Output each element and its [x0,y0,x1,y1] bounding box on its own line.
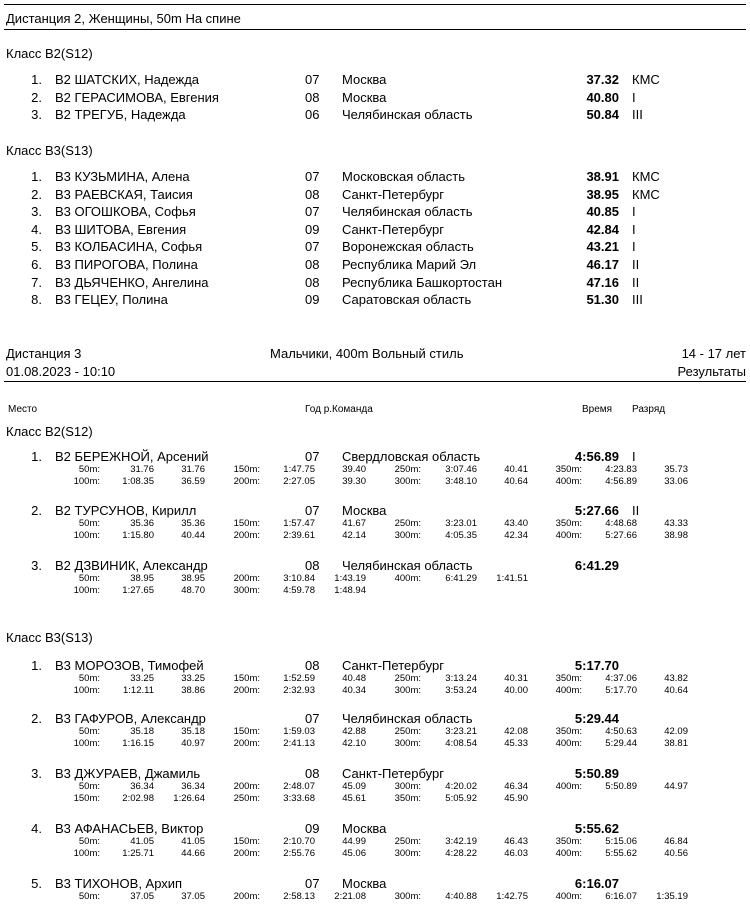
result-place: 6. [31,257,42,272]
split-time: 4:37.06 [605,673,637,684]
team-name: Санкт-Петербург [342,658,444,673]
split-time: 2:55.76 [283,848,315,859]
split-lap-time: 2:21.08 [334,891,366,902]
split-label: 400m: [555,685,582,696]
team-name: Челябинская область [342,204,473,220]
split-label: 50m: [78,673,100,684]
split-label: 200m: [233,685,260,696]
split-label: 300m: [394,781,421,792]
split-time: 2:32.93 [283,685,315,696]
birth-year: 07 [305,169,320,184]
split-label: 200m: [233,530,260,541]
split-label: 150m: [73,793,100,804]
athlete-name: B3 ОГОШКОВА, Софья [55,204,196,220]
athlete-name: B2 БЕРЕЖНОЙ, Арсений [55,449,209,464]
split-label: 250m: [394,673,421,684]
split-label: 150m: [233,518,260,529]
athlete-name: B3 ДЖУРАЕВ, Джамиль [55,766,201,781]
split-time: 2:02.98 [122,793,154,804]
split-label: 50m: [78,464,100,475]
team-name: Санкт-Петербург [342,221,444,237]
split-lap-time: 46.03 [504,848,528,859]
split-lap-time: 1:26.64 [173,793,205,804]
athlete-rank: I [632,221,636,237]
split-lap-time: 46.43 [504,836,528,847]
split-time: 1:15.80 [122,530,154,541]
split-label: 250m: [394,518,421,529]
athlete-rank: I [632,449,636,464]
birth-year: 07 [305,503,320,518]
team-name: Московская область [342,169,466,184]
split-lap-time: 40.56 [664,848,688,859]
split-time: 3:53.24 [445,685,477,696]
split-label: 150m: [233,464,260,475]
birth-year: 09 [305,292,320,308]
split-label: 200m: [233,738,260,749]
split-lap-time: 44.66 [181,848,205,859]
athlete-rank: I [632,239,636,255]
split-label: 400m: [555,781,582,792]
athlete-name: B3 КУЗЬМИНА, Алена [55,169,190,184]
split-label: 350m: [555,464,582,475]
split-lap-time: 37.05 [181,891,205,902]
split-lap-time: 48.70 [181,585,205,596]
athlete-name: B3 ДЬЯЧЕНКО, Ангелина [55,274,209,290]
result-time: 5:50.89 [574,766,619,781]
result-place: 5. [31,239,42,255]
split-time: 41.05 [130,836,154,847]
split-lap-time: 42.09 [664,726,688,737]
athlete-name: B3 ТИХОНОВ, Архип [55,876,183,891]
result-place: 7. [31,274,42,290]
result-place: 2. [31,186,42,202]
birth-year: 06 [305,107,320,123]
athlete-name: B3 ПИРОГОВА, Полина [55,257,198,272]
split-label: 250m: [233,793,260,804]
split-lap-time: 42.14 [342,530,366,541]
split-lap-time: 1:35.19 [656,891,688,902]
split-time: 1:57.47 [283,518,315,529]
split-lap-time: 1:43.19 [334,573,366,584]
split-label: 200m: [233,891,260,902]
split-time: 37.05 [130,891,154,902]
result-time: 50.84 [586,107,619,123]
split-lap-time: 46.34 [504,781,528,792]
split-label: 150m: [233,726,260,737]
split-time: 2:48.07 [283,781,315,792]
split-label: 400m: [555,891,582,902]
athlete-name: B3 ГЕЦЕУ, Полина [55,292,168,308]
split-label: 150m: [233,673,260,684]
team-name: Москва [342,821,387,836]
split-lap-time: 36.59 [181,476,205,487]
split-time: 2:58.13 [283,891,315,902]
split-label: 200m: [233,476,260,487]
split-time: 36.34 [130,781,154,792]
split-time: 1:59.03 [283,726,315,737]
split-time: 4:50.63 [605,726,637,737]
split-lap-time: 40.97 [181,738,205,749]
split-lap-time: 31.76 [181,464,205,475]
split-label: 350m: [555,836,582,847]
col-year-team: Год р.Команда [305,404,373,415]
split-lap-time: 45.06 [342,848,366,859]
split-time: 6:41.29 [445,573,477,584]
team-name: Москва [342,89,387,105]
birth-year: 08 [305,558,320,573]
split-time: 4:56.89 [605,476,637,487]
split-time: 2:10.70 [283,836,315,847]
team-name: Воронежская область [342,239,474,255]
result-time: 43.21 [586,239,619,255]
split-label: 100m: [73,530,100,541]
split-lap-time: 40.41 [504,464,528,475]
split-label: 50m: [78,573,100,584]
birth-year: 07 [305,449,320,464]
athlete-name: B2 ТУРСУНОВ, Кирилл [55,503,197,518]
split-lap-time: 45.61 [342,793,366,804]
split-lap-time: 36.34 [181,781,205,792]
split-lap-time: 44.97 [664,781,688,792]
birth-year: 07 [305,72,320,87]
result-time: 51.30 [586,292,619,308]
split-time: 3:23.21 [445,726,477,737]
split-lap-time: 1:48.94 [334,585,366,596]
split-label: 350m: [555,518,582,529]
event3-datetime: 01.08.2023 - 10:10 [6,364,116,379]
team-name: Санкт-Петербург [342,766,444,781]
split-time: 2:39.61 [283,530,315,541]
class-heading: Класс B2(S12) [6,46,93,61]
split-lap-time: 39.40 [342,464,366,475]
split-lap-time: 43.82 [664,673,688,684]
result-place: 4. [31,221,42,237]
split-time: 3:23.01 [445,518,477,529]
split-time: 1:47.75 [283,464,315,475]
split-time: 4:20.02 [445,781,477,792]
split-label: 200m: [233,848,260,859]
col-place: Место [8,404,38,415]
split-label: 150m: [233,836,260,847]
split-time: 4:28.22 [445,848,477,859]
result-time: 5:55.62 [574,821,619,836]
team-name: Саратовская область [342,292,472,308]
split-time: 2:27.05 [283,476,315,487]
result-time: 40.80 [586,89,619,105]
result-time: 46.17 [586,257,619,272]
split-label: 250m: [394,836,421,847]
split-time: 1:52.59 [283,673,315,684]
split-label: 300m: [394,848,421,859]
split-lap-time: 40.00 [504,685,528,696]
split-label: 50m: [78,781,100,792]
split-lap-time: 1:42.75 [496,891,528,902]
result-place: 1. [31,72,42,87]
split-time: 5:55.62 [605,848,637,859]
split-label: 350m: [555,726,582,737]
split-lap-time: 40.64 [664,685,688,696]
birth-year: 09 [305,821,320,836]
result-place: 3. [31,766,42,781]
event2-rule [4,29,746,30]
team-name: Москва [342,503,387,518]
split-lap-time: 40.31 [504,673,528,684]
split-lap-time: 42.08 [504,726,528,737]
split-label: 300m: [394,738,421,749]
athlete-rank: III [632,292,643,308]
split-time: 3:33.68 [283,793,315,804]
split-label: 200m: [233,573,260,584]
result-place: 8. [31,292,42,308]
split-time: 5:50.89 [605,781,637,792]
split-label: 250m: [394,464,421,475]
split-lap-time: 43.40 [504,518,528,529]
birth-year: 09 [305,221,320,237]
team-name: Свердловская область [342,449,481,464]
split-time: 1:25.71 [122,848,154,859]
class-heading: Класс B2(S12) [6,424,93,439]
split-time: 38.95 [130,573,154,584]
result-time: 38.95 [586,186,619,202]
split-time: 3:48.10 [445,476,477,487]
split-lap-time: 38.81 [664,738,688,749]
split-label: 50m: [78,836,100,847]
split-lap-time: 35.73 [664,464,688,475]
split-label: 400m: [394,573,421,584]
split-label: 200m: [233,781,260,792]
result-time: 6:41.29 [574,558,619,573]
split-time: 4:59.78 [283,585,315,596]
result-time: 5:29.44 [574,711,619,726]
split-label: 300m: [233,585,260,596]
split-lap-time: 39.30 [342,476,366,487]
split-lap-time: 44.99 [342,836,366,847]
split-label: 300m: [394,530,421,541]
event3-ages: 14 - 17 лет [681,346,746,361]
athlete-name: B2 ТРЕГУБ, Надежда [55,107,186,123]
split-lap-time: 45.33 [504,738,528,749]
split-lap-time: 35.36 [181,518,205,529]
athlete-rank: II [632,274,640,290]
split-time: 1:08.35 [122,476,154,487]
result-time: 5:17.70 [574,658,619,673]
split-time: 35.18 [130,726,154,737]
event3-results-label: Результаты [677,364,746,379]
split-lap-time: 41.05 [181,836,205,847]
split-lap-time: 42.34 [504,530,528,541]
split-time: 3:42.19 [445,836,477,847]
split-lap-time: 38.95 [181,573,205,584]
split-lap-time: 41.67 [342,518,366,529]
team-name: Челябинская область [342,558,473,573]
split-lap-time: 35.18 [181,726,205,737]
result-place: 2. [31,503,42,518]
split-time: 3:13.24 [445,673,477,684]
split-time: 2:41.13 [283,738,315,749]
split-time: 1:12.11 [123,685,154,696]
athlete-rank: II [632,257,640,272]
athlete-name: B2 ГЕРАСИМОВА, Евгения [55,89,219,105]
result-time: 47.16 [586,274,619,290]
split-label: 50m: [78,518,100,529]
split-lap-time: 38.98 [664,530,688,541]
result-place: 3. [31,107,42,123]
split-lap-time: 38.86 [181,685,205,696]
split-label: 50m: [78,726,100,737]
split-lap-time: 1:41.51 [496,573,528,584]
result-time: 5:27.66 [574,503,619,518]
result-place: 3. [31,558,42,573]
result-time: 42.84 [586,221,619,237]
col-time: Время [582,404,613,415]
team-name: Челябинская область [342,107,473,123]
split-label: 300m: [394,476,421,487]
split-lap-time: 33.25 [181,673,205,684]
split-lap-time: 45.90 [504,793,528,804]
split-label: 100m: [73,848,100,859]
birth-year: 08 [305,274,320,290]
split-label: 350m: [394,793,421,804]
col-rank: Разряд [632,404,666,415]
split-label: 350m: [555,673,582,684]
top-rule [4,4,746,5]
split-label: 400m: [555,476,582,487]
athlete-rank: КМС [632,169,660,184]
split-lap-time: 33.06 [664,476,688,487]
split-time: 4:23.83 [605,464,637,475]
team-name: Санкт-Петербург [342,186,444,202]
event3-rule [4,381,746,382]
birth-year: 08 [305,766,320,781]
athlete-rank: КМС [632,72,660,87]
split-lap-time: 42.88 [342,726,366,737]
birth-year: 07 [305,711,320,726]
split-label: 400m: [555,738,582,749]
split-time: 1:27.65 [122,585,154,596]
split-time: 1:16.15 [122,738,154,749]
birth-year: 08 [305,186,320,202]
event2-title: Дистанция 2, Женщины, 50m На спине [6,11,241,26]
class-heading: Класс B3(S13) [6,630,93,645]
split-time: 5:29.44 [605,738,637,749]
split-time: 3:07.46 [445,464,477,475]
result-time: 37.32 [586,72,619,87]
team-name: Республика Марий Эл [342,257,477,272]
split-label: 50m: [78,891,100,902]
split-label: 400m: [555,530,582,541]
split-lap-time: 43.33 [664,518,688,529]
split-label: 100m: [73,585,100,596]
team-name: Челябинская область [342,711,473,726]
event3-title: Мальчики, 400m Вольный стиль [270,346,464,361]
split-time: 5:15.06 [605,836,637,847]
split-lap-time: 42.10 [342,738,366,749]
split-time: 4:05.35 [445,530,477,541]
split-time: 5:05.92 [445,793,477,804]
split-label: 300m: [394,685,421,696]
result-place: 4. [31,821,42,836]
birth-year: 07 [305,239,320,255]
split-time: 35.36 [130,518,154,529]
split-time: 31.76 [130,464,154,475]
split-label: 100m: [73,685,100,696]
athlete-name: B3 РАЕВСКАЯ, Таисия [55,186,193,202]
result-place: 2. [31,711,42,726]
split-label: 100m: [73,738,100,749]
split-time: 4:48.68 [605,518,637,529]
athlete-rank: III [632,107,643,123]
athlete-name: B2 ШАТСКИХ, Надежда [55,72,200,87]
split-time: 5:17.70 [605,685,637,696]
athlete-name: B3 МОРОЗОВ, Тимофей [55,658,204,673]
split-time: 3:10.84 [283,573,315,584]
split-lap-time: 46.84 [664,836,688,847]
split-lap-time: 40.44 [181,530,205,541]
result-time: 6:16.07 [574,876,619,891]
athlete-name: B2 ДЗВИНИК, Александр [55,558,208,573]
birth-year: 07 [305,876,320,891]
athlete-name: B3 ШИТОВА, Евгения [55,221,187,237]
athlete-rank: II [632,503,640,518]
team-name: Москва [342,72,387,87]
result-time: 4:56.89 [574,449,619,464]
split-label: 100m: [73,476,100,487]
birth-year: 07 [305,204,320,220]
result-place: 1. [31,658,42,673]
class-heading: Класс B3(S13) [6,143,93,158]
athlete-name: B3 ГАФУРОВ, Александр [55,711,206,726]
split-time: 4:08.54 [445,738,477,749]
split-label: 250m: [394,726,421,737]
split-lap-time: 40.64 [504,476,528,487]
team-name: Республика Башкортостан [342,274,502,290]
result-place: 1. [31,169,42,184]
split-lap-time: 40.34 [342,685,366,696]
split-lap-time: 45.09 [342,781,366,792]
split-label: 400m: [555,848,582,859]
team-name: Москва [342,876,387,891]
athlete-name: B3 КОЛБАСИНА, Софья [55,239,203,255]
split-time: 6:16.07 [605,891,637,902]
result-place: 3. [31,204,42,220]
event3-distance: Дистанция 3 [6,346,82,361]
birth-year: 08 [305,89,320,105]
split-time: 5:27.66 [605,530,637,541]
athlete-rank: I [632,204,636,220]
result-time: 38.91 [586,169,619,184]
birth-year: 08 [305,658,320,673]
result-place: 5. [31,876,42,891]
split-lap-time: 40.48 [342,673,366,684]
athlete-rank: КМС [632,186,660,202]
athlete-rank: I [632,89,636,105]
result-time: 40.85 [586,204,619,220]
athlete-name: B3 АФАНАСЬЕВ, Виктор [55,821,204,836]
split-time: 4:40.88 [445,891,477,902]
result-place: 2. [31,89,42,105]
split-time: 33.25 [130,673,154,684]
split-label: 300m: [394,891,421,902]
birth-year: 08 [305,257,320,272]
result-place: 1. [31,449,42,464]
